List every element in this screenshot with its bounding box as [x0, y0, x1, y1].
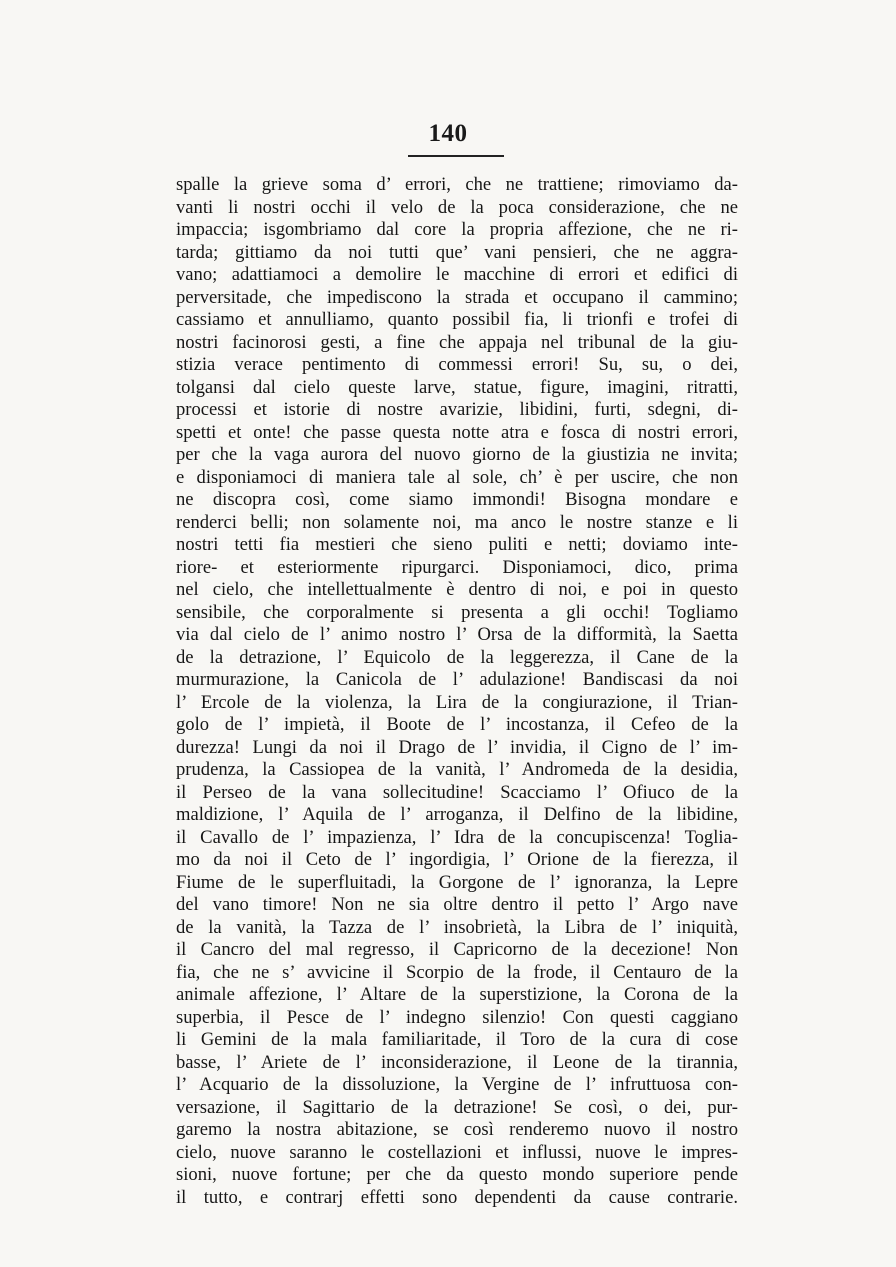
text-line: garemo la nostra abitazione, se così renderemo nuovo il nostro: [176, 1119, 738, 1140]
text-line: nel cielo, che intellettualmente è dentro di noi, e poi in questo: [176, 579, 738, 600]
text-line: vano; adattiamoci a demolire le macchine di errori et edifici di: [176, 264, 738, 285]
text-line: superbia, il Pesce de l’ indegno silenzio! Con questi caggiano: [176, 1006, 738, 1028]
text-line: spetti et onte! che passe questa notte atra e fosca di nostri errori,: [176, 421, 738, 443]
text-line: sioni, nuove fortune; per che da questo mondo superiore pende: [176, 1164, 738, 1185]
text-line: basse, l’ Ariete de l’ inconsiderazione, il Leone de la tirannia,: [176, 1051, 738, 1073]
text-line: de la detrazione, l’ Equicolo de la leggerezza, il Cane de la: [176, 646, 738, 668]
text-line: durezza! Lungi da noi il Drago de l’ invidia, il Cigno de l’ im-: [176, 736, 738, 758]
text-line: spalle la grieve soma d’ errori, che ne trattiene; rimoviamo da-: [176, 174, 738, 195]
text-line: riore- et esteriormente ripurgarci. Disponiamoci, dico, prima: [176, 556, 738, 578]
text-line: nostri tetti fia mestieri che sieno puliti e netti; doviamo inte-: [176, 534, 738, 555]
text-line: perversitade, che impediscono la strada et occupano il cammino;: [176, 286, 738, 308]
text-line: tarda; gittiamo da noi tutti que’ vani pensieri, che ne aggra-: [176, 241, 738, 263]
text-line: de la vanità, la Tazza de l’ insobrietà, la Libra de l’ iniquità,: [176, 916, 738, 938]
text-line: il tutto, e contrarj effetti sono dependenti da cause contrarie.: [176, 1186, 738, 1208]
text-line: impaccia; isgombriamo dal core la propria affezione, che ne ri-: [176, 219, 738, 240]
text-line: golo de l’ impietà, il Boote de l’ incostanza, il Cefeo de la: [176, 714, 738, 735]
text-line: stizia verace pentimento di commessi errori! Su, su, o dei,: [176, 354, 738, 375]
text-line: tolgansi dal cielo queste larve, statue, figure, imagini, ritratti,: [176, 376, 738, 398]
text-line: l’ Ercole de la violenza, la Lira de la congiurazione, il Trian-: [176, 691, 738, 713]
text-line: l’ Acquario de la dissoluzione, la Vergine de l’ infruttuosa con-: [176, 1074, 738, 1095]
text-line: cielo, nuove saranno le costellazioni et influssi, nuove le impres-: [176, 1141, 738, 1163]
text-line: vanti li nostri occhi il velo de la poca considerazione, che ne: [176, 196, 738, 218]
text-line: murmurazione, la Canicola de l’ adulazione! Bandiscasi da noi: [176, 669, 738, 690]
text-line: il Cancro del mal regresso, il Capricorno de la decezione! Non: [176, 939, 738, 960]
text-line: e disponiamoci di maniera tale al sole, ch’ è per uscire, che non: [176, 466, 738, 488]
text-line: Fiume de le superfluitadi, la Gorgone de l’ ignoranza, la Lepre: [176, 871, 738, 893]
text-line: nostri facinorosi gesti, a fine che appaja nel tribunal de la giu-: [176, 331, 738, 353]
header-rule: [408, 155, 504, 157]
text-line: mo da noi il Ceto de l’ ingordigia, l’ Orione de la fierezza, il: [176, 849, 738, 870]
text-line: animale affezione, l’ Altare de la superstizione, la Corona de la: [176, 984, 738, 1005]
body-text: [176, 174, 738, 1209]
text-line: prudenza, la Cassiopea de la vanità, l’ Andromeda de la desidia,: [176, 759, 738, 780]
text-line: il Perseo de la vana sollecitudine! Scacciamo l’ Ofiuco de la: [176, 781, 738, 803]
text-line: cassiamo et annulliamo, quanto possibil fia, li trionfi e trofei di: [176, 309, 738, 330]
text-line: processi et istorie di nostre avarizie, libidini, furti, sdegni, di-: [176, 399, 738, 420]
text-line: sensibile, che corporalmente si presenta a gli occhi! Togliamo: [176, 601, 738, 623]
text-line: per che la vaga aurora del nuovo giorno de la giustizia ne invita;: [176, 444, 738, 465]
text-line: il Cavallo de l’ impazienza, l’ Idra de la concupiscenza! Toglia-: [176, 826, 738, 848]
text-line: versazione, il Sagittario de la detrazione! Se così, o dei, pur-: [176, 1096, 738, 1118]
text-line: maldizione, l’ Aquila de l’ arroganza, il Delfino de la libidine,: [176, 804, 738, 825]
text-line: fia, che ne s’ avvicine il Scorpio de la frode, il Centauro de la: [176, 961, 738, 983]
text-line: del vano timore! Non ne sia oltre dentro il petto l’ Argo nave: [176, 894, 738, 915]
text-line: renderci belli; non solamente noi, ma anco le nostre stanze e li: [176, 511, 738, 533]
text-line: ne discopra così, come siamo immondi! Bisogna mondare e: [176, 489, 738, 510]
text-line: li Gemini de la mala familiaritade, il Toro de la cura di cose: [176, 1029, 738, 1050]
text-line: via dal cielo de l’ animo nostro l’ Orsa de la difformità, la Saetta: [176, 624, 738, 645]
page-number: 140: [428, 120, 468, 147]
